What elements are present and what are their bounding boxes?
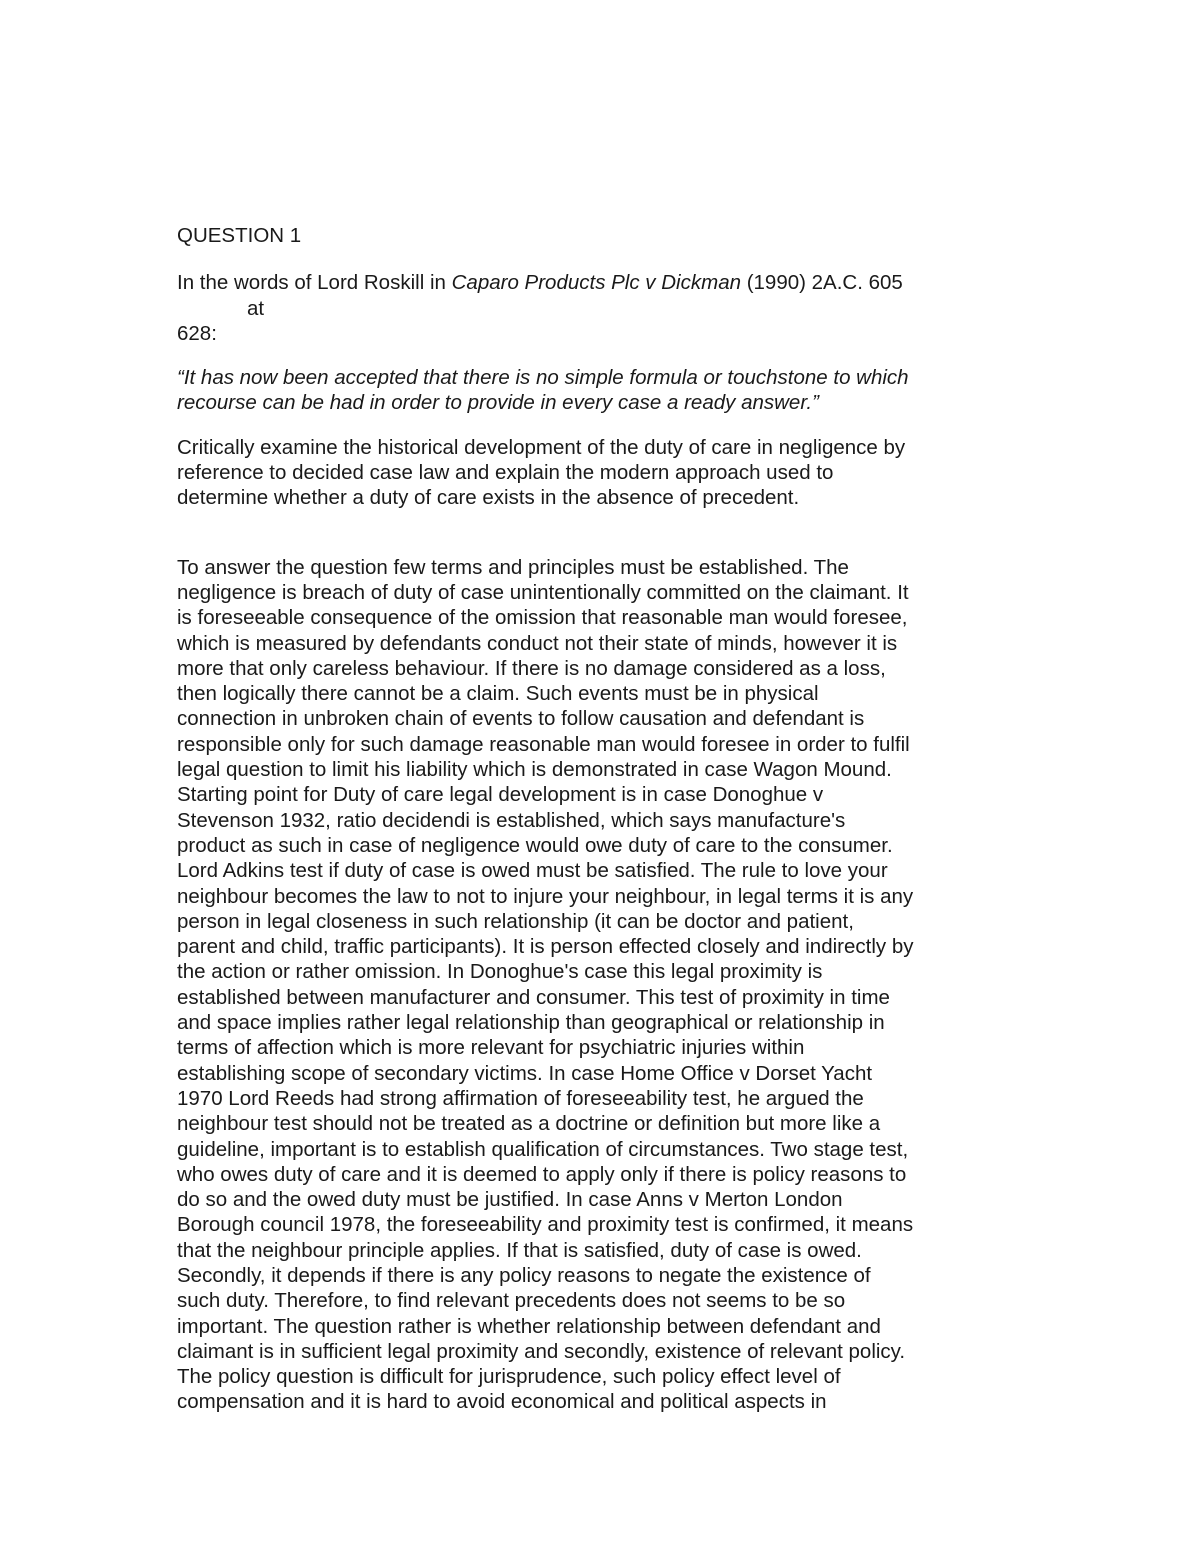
answer-line: To answer the question few terms and principles must be established. The — [177, 555, 849, 579]
answer-line: compensation and it is hard to avoid economical and political aspects in — [177, 1390, 827, 1414]
answer-line: parent and child, traffic participants). It is person effected closely and indirectly by — [177, 935, 914, 959]
answer-line: Lord Adkins test if duty of case is owed must be satisfied. The rule to love your — [177, 859, 888, 883]
quote-block — [177, 365, 1037, 416]
answer-line: neighbour test should not be treated as a doctrine or definition but more like a — [177, 1112, 881, 1136]
case-citation: (1990) 2A.C. 605 — [741, 271, 903, 295]
answer-line: important. The question rather is whether relationship between defendant and — [177, 1314, 881, 1338]
question-task — [177, 435, 1037, 511]
answer-line: such duty. Therefore, to find relevant precedents does not seems to be so — [177, 1289, 846, 1313]
answer-line: terms of affection which is more relevant for psychiatric injuries within — [177, 1036, 805, 1060]
answer-line: legal question to limit his liability which is demonstrated in case Wagon Mound. — [177, 758, 892, 782]
case-name: Caparo Products Plc v Dickman — [451, 271, 741, 295]
answer-line: is foreseeable consequence of the omission that reasonable man would foresee, — [177, 606, 908, 630]
quote-line: recourse can be had in order to provide in every case a ready answer.” — [177, 391, 819, 415]
answer-line: which is measured by defendants conduct not their state of minds, however it is — [177, 631, 898, 655]
task-line: reference to decided case law and explain the modern approach used to — [177, 461, 834, 485]
answer-line: Starting point for Duty of care legal development is in case Donoghue v — [177, 783, 824, 807]
intro-page: 628: — [177, 321, 217, 345]
answer-line: Secondly, it depends if there is any policy reasons to negate the existence of — [177, 1263, 871, 1287]
answer-line: responsible only for such damage reasonable man would foresee in order to fulfil — [177, 732, 910, 756]
answer-line: Stevenson 1932, ratio decidendi is established, which says manufacture's — [177, 808, 846, 832]
answer-line: then logically there cannot be a claim. Such events must be in physical — [177, 682, 819, 706]
answer-line: the action or rather omission. In Donoghue's case this legal proximity is — [177, 960, 823, 984]
answer-line: neighbour becomes the law to not to injure your neighbour, in legal terms it is any — [177, 884, 914, 908]
answer-body — [177, 555, 1037, 1415]
answer-line: who owes duty of care and it is deemed to apply only if there is policy reasons to — [177, 1162, 907, 1186]
answer-line: claimant is in sufficient legal proximity and secondly, existence of relevant policy. — [177, 1339, 906, 1363]
answer-line: establishing scope of secondary victims. In case Home Office v Dorset Yacht — [177, 1061, 873, 1085]
intro-prefix: In the words of Lord Roskill in — [177, 271, 452, 295]
answer-line: connection in unbroken chain of events to follow causation and defendant is — [177, 707, 865, 731]
question-heading: QUESTION 1 — [177, 224, 302, 247]
answer-line: product as such in case of negligence would owe duty of care to the consumer. — [177, 833, 893, 857]
intro-at: at — [247, 296, 265, 320]
intro-line — [177, 270, 1037, 295]
answer-line: Borough council 1978, the foreseeability and proximity test is confirmed, it means — [177, 1213, 914, 1237]
document-body — [177, 223, 1037, 1415]
answer-line: established between manufacturer and consumer. This test of proximity in time — [177, 985, 890, 1009]
answer-line: more that only careless behaviour. If there is no damage considered as a loss, — [177, 656, 886, 680]
task-line: determine whether a duty of care exists in the absence of precedent. — [177, 486, 800, 510]
question-intro — [177, 270, 1037, 346]
answer-line: guideline, important is to establish qualification of circumstances. Two stage test, — [177, 1137, 909, 1161]
answer-line: The policy question is difficult for jurisprudence, such policy effect level of — [177, 1365, 841, 1389]
answer-line: do so and the owed duty must be justified. In case Anns v Merton London — [177, 1188, 843, 1212]
task-line: Critically examine the historical development of the duty of care in negligence by — [177, 435, 906, 459]
answer-line: that the neighbour principle applies. If that is satisfied, duty of case is owed. — [177, 1238, 862, 1262]
answer-line: and space implies rather legal relationship than geographical or relationship in — [177, 1011, 885, 1035]
answer-line: person in legal closeness in such relationship (it can be doctor and patient, — [177, 909, 854, 933]
quote-line: “It has now been accepted that there is no simple formula or touchstone to which — [177, 366, 909, 390]
answer-line: 1970 Lord Reeds had strong affirmation of foreseeability test, he argued the — [177, 1086, 864, 1110]
answer-line: negligence is breach of duty of case unintentionally committed on the claimant. It — [177, 580, 909, 604]
